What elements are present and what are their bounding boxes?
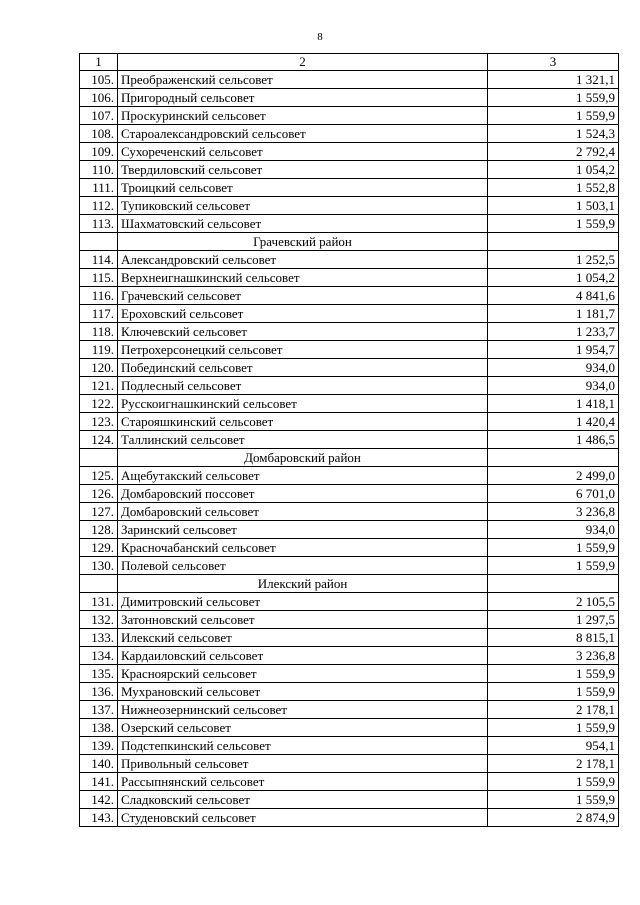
table-row — [80, 251, 619, 269]
table-row — [80, 521, 619, 539]
settlement-value: 1 486,5 — [488, 431, 619, 449]
row-number: 130. — [80, 557, 118, 575]
settlement-name: Ключевский сельсовет — [118, 323, 488, 341]
row-number: 106. — [80, 89, 118, 107]
table-row — [80, 557, 619, 575]
table-row — [80, 467, 619, 485]
settlement-name: Сухореченский сельсовет — [118, 143, 488, 161]
row-number: 113. — [80, 215, 118, 233]
settlement-value: 1 559,9 — [488, 557, 619, 575]
settlement-value: 1 418,1 — [488, 395, 619, 413]
settlement-value: 6 701,0 — [488, 485, 619, 503]
settlement-value: 954,1 — [488, 737, 619, 755]
column-header-name: 2 — [118, 54, 488, 71]
row-number: 127. — [80, 503, 118, 521]
table-row — [80, 539, 619, 557]
table-row — [80, 107, 619, 125]
settlement-value: 1 503,1 — [488, 197, 619, 215]
settlement-name: Подлесный сельсовет — [118, 377, 488, 395]
table-row — [80, 791, 619, 809]
row-number: 136. — [80, 683, 118, 701]
row-number: 123. — [80, 413, 118, 431]
row-number: 111. — [80, 179, 118, 197]
district-name: Домбаровский район — [118, 449, 488, 467]
table-row — [80, 719, 619, 737]
settlement-value: 1 559,9 — [488, 107, 619, 125]
settlement-value: 2 178,1 — [488, 755, 619, 773]
settlement-name: Преображенский сельсовет — [118, 71, 488, 89]
table-row — [80, 179, 619, 197]
row-number: 120. — [80, 359, 118, 377]
settlement-value: 2 499,0 — [488, 467, 619, 485]
district-row — [80, 575, 619, 593]
row-number: 137. — [80, 701, 118, 719]
column-header-number: 1 — [80, 54, 118, 71]
settlement-value: 1 321,1 — [488, 71, 619, 89]
settlement-name: Домбаровский поссовет — [118, 485, 488, 503]
settlement-name: Проскуринский сельсовет — [118, 107, 488, 125]
row-number: 109. — [80, 143, 118, 161]
settlement-name: Староалександровский сельсовет — [118, 125, 488, 143]
settlement-name: Илекский сельсовет — [118, 629, 488, 647]
table-row — [80, 485, 619, 503]
settlement-name: Кардаиловский сельсовет — [118, 647, 488, 665]
row-number: 122. — [80, 395, 118, 413]
table-row — [80, 683, 619, 701]
row-number: 141. — [80, 773, 118, 791]
table-row — [80, 773, 619, 791]
row-number: 128. — [80, 521, 118, 539]
table-row — [80, 71, 619, 89]
row-number: 132. — [80, 611, 118, 629]
row-number: 135. — [80, 665, 118, 683]
settlement-name: Озерский сельсовет — [118, 719, 488, 737]
table-row — [80, 359, 619, 377]
settlement-value: 934,0 — [488, 359, 619, 377]
district-row — [80, 449, 619, 467]
row-number: 121. — [80, 377, 118, 395]
row-number: 107. — [80, 107, 118, 125]
settlement-value: 4 841,6 — [488, 287, 619, 305]
table-row — [80, 611, 619, 629]
row-number: 140. — [80, 755, 118, 773]
settlement-name: Сладковский сельсовет — [118, 791, 488, 809]
row-number: 117. — [80, 305, 118, 323]
settlement-name: Старояшкинский сельсовет — [118, 413, 488, 431]
settlement-value: 1 559,9 — [488, 719, 619, 737]
table-row — [80, 395, 619, 413]
table-row — [80, 197, 619, 215]
column-header-value: 3 — [488, 54, 619, 71]
settlement-value: 1 559,9 — [488, 683, 619, 701]
settlement-value: 1 054,2 — [488, 161, 619, 179]
table-row — [80, 737, 619, 755]
settlement-value: 1 559,9 — [488, 791, 619, 809]
settlement-name: Шахматовский сельсовет — [118, 215, 488, 233]
district-number-cell — [80, 233, 118, 251]
settlement-value: 3 236,8 — [488, 647, 619, 665]
row-number: 110. — [80, 161, 118, 179]
district-value-cell — [488, 449, 619, 467]
table-row — [80, 269, 619, 287]
table-row — [80, 323, 619, 341]
table-row — [80, 647, 619, 665]
settlement-value: 1 559,9 — [488, 665, 619, 683]
row-number: 125. — [80, 467, 118, 485]
settlement-name: Троицкий сельсовет — [118, 179, 488, 197]
table-header-row — [80, 54, 619, 71]
table-row — [80, 629, 619, 647]
settlement-name: Привольный сельсовет — [118, 755, 488, 773]
table-row — [80, 665, 619, 683]
settlement-name: Студеновский сельсовет — [118, 809, 488, 827]
settlement-name: Заринский сельсовет — [118, 521, 488, 539]
row-number: 133. — [80, 629, 118, 647]
settlement-value: 1 297,5 — [488, 611, 619, 629]
settlement-name: Твердиловский сельсовет — [118, 161, 488, 179]
table-row — [80, 809, 619, 827]
settlement-value: 934,0 — [488, 521, 619, 539]
settlement-name: Рассыпнянский сельсовет — [118, 773, 488, 791]
table-row — [80, 215, 619, 233]
settlement-value: 2 178,1 — [488, 701, 619, 719]
table-row — [80, 413, 619, 431]
district-value-cell — [488, 575, 619, 593]
table-row — [80, 125, 619, 143]
district-name: Илекский район — [118, 575, 488, 593]
settlement-value: 1 559,9 — [488, 89, 619, 107]
settlement-value: 3 236,8 — [488, 503, 619, 521]
row-number: 126. — [80, 485, 118, 503]
row-number: 118. — [80, 323, 118, 341]
settlement-name: Красночабанский сельсовет — [118, 539, 488, 557]
settlement-name: Мухрановский сельсовет — [118, 683, 488, 701]
settlement-name: Таллинский сельсовет — [118, 431, 488, 449]
settlement-value: 2 792,4 — [488, 143, 619, 161]
settlement-value: 2 874,9 — [488, 809, 619, 827]
row-number: 114. — [80, 251, 118, 269]
settlement-value: 1 524,3 — [488, 125, 619, 143]
settlement-value: 2 105,5 — [488, 593, 619, 611]
settlement-name: Побединский сельсовет — [118, 359, 488, 377]
table-body — [80, 71, 619, 827]
settlement-name: Петрохерсонецкий сельсовет — [118, 341, 488, 359]
allocation-table — [79, 53, 619, 827]
settlement-name: Красноярский сельсовет — [118, 665, 488, 683]
settlement-name: Грачевский сельсовет — [118, 287, 488, 305]
table-row — [80, 89, 619, 107]
row-number: 108. — [80, 125, 118, 143]
district-number-cell — [80, 449, 118, 467]
settlement-value: 1 559,9 — [488, 215, 619, 233]
row-number: 139. — [80, 737, 118, 755]
table-row — [80, 503, 619, 521]
settlement-name: Домбаровский сельсовет — [118, 503, 488, 521]
district-name: Грачевский район — [118, 233, 488, 251]
table-row — [80, 287, 619, 305]
row-number: 134. — [80, 647, 118, 665]
row-number: 142. — [80, 791, 118, 809]
table-row — [80, 377, 619, 395]
table-row — [80, 305, 619, 323]
table-row — [80, 593, 619, 611]
settlement-name: Верхнеигнашкинский сельсовет — [118, 269, 488, 287]
row-number: 138. — [80, 719, 118, 737]
settlement-name: Подстепкинский сельсовет — [118, 737, 488, 755]
district-number-cell — [80, 575, 118, 593]
district-value-cell — [488, 233, 619, 251]
settlement-name: Русскоигнашкинский сельсовет — [118, 395, 488, 413]
row-number: 124. — [80, 431, 118, 449]
settlement-name: Тупиковский сельсовет — [118, 197, 488, 215]
table-row — [80, 431, 619, 449]
settlement-value: 1 420,4 — [488, 413, 619, 431]
row-number: 115. — [80, 269, 118, 287]
table-row — [80, 755, 619, 773]
settlement-name: Затонновский сельсовет — [118, 611, 488, 629]
settlement-value: 1 054,2 — [488, 269, 619, 287]
row-number: 129. — [80, 539, 118, 557]
settlement-value: 1 954,7 — [488, 341, 619, 359]
settlement-value: 1 559,9 — [488, 539, 619, 557]
settlement-value: 1 559,9 — [488, 773, 619, 791]
settlement-value: 1 233,7 — [488, 323, 619, 341]
row-number: 116. — [80, 287, 118, 305]
settlement-name: Нижнеозернинский сельсовет — [118, 701, 488, 719]
settlement-name: Ащебутакский сельсовет — [118, 467, 488, 485]
settlement-value: 934,0 — [488, 377, 619, 395]
row-number: 131. — [80, 593, 118, 611]
settlement-name: Ероховский сельсовет — [118, 305, 488, 323]
settlement-name: Димитровский сельсовет — [118, 593, 488, 611]
page-number: 8 — [317, 31, 323, 43]
settlement-value: 1 552,8 — [488, 179, 619, 197]
row-number: 119. — [80, 341, 118, 359]
row-number: 143. — [80, 809, 118, 827]
table-row — [80, 161, 619, 179]
district-row — [80, 233, 619, 251]
row-number: 112. — [80, 197, 118, 215]
settlement-value: 1 181,7 — [488, 305, 619, 323]
settlement-name: Полевой сельсовет — [118, 557, 488, 575]
row-number: 105. — [80, 71, 118, 89]
settlement-name: Пригородный сельсовет — [118, 89, 488, 107]
table-row — [80, 341, 619, 359]
settlement-value: 8 815,1 — [488, 629, 619, 647]
settlement-value: 1 252,5 — [488, 251, 619, 269]
table-row — [80, 701, 619, 719]
table-row — [80, 143, 619, 161]
settlement-name: Александровский сельсовет — [118, 251, 488, 269]
